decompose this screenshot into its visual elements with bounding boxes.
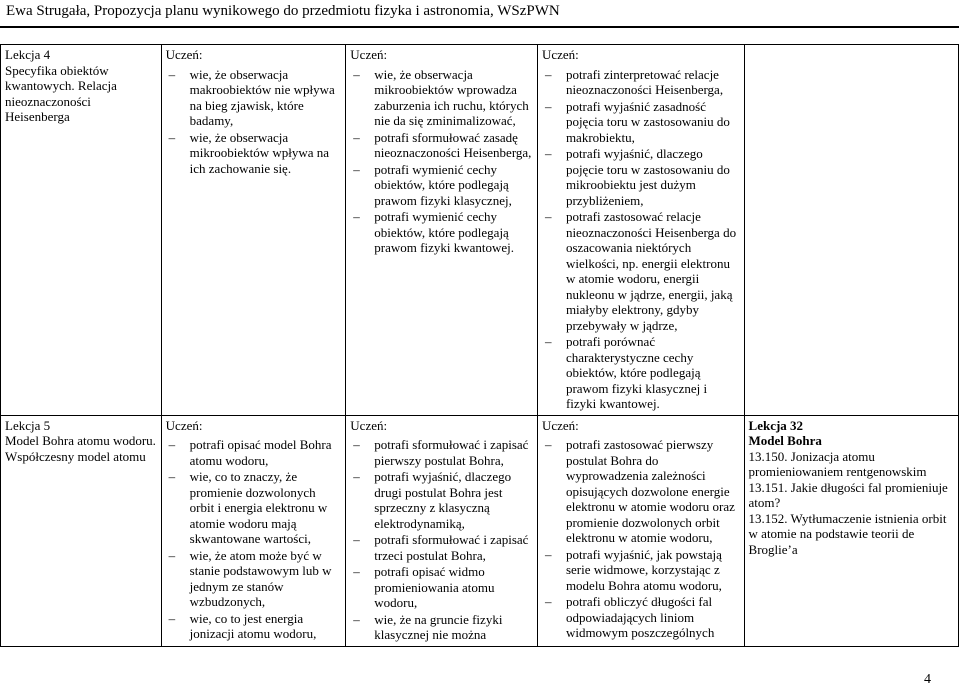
- list-item: – potrafi opisać model Bohra atomu wodoru,: [166, 437, 342, 468]
- list-item: – potrafi zastosować relacje nieoznaczoności Heisenberga do oszacowania niektórych wielkości, np. energii elektronu w atomie wodoru, energii nukleonu w jądrze, energii, jaką miałyby elektrony, gdyby przebywały w jądrze,: [542, 209, 740, 333]
- list-item: – wie, że obserwacja makroobiektów nie wpływa na bieg zjawisk, które badamy,: [166, 67, 342, 129]
- requirements-list: [350, 67, 533, 256]
- list-item: – potrafi opisać widmo promieniowania atomu wodoru,: [350, 564, 533, 611]
- task-line: 13.152. Wytłumaczenie istnienia orbit w atomie na podstawie teorii de Broglie’a: [748, 510, 947, 557]
- student-label: Uczeń:: [350, 417, 388, 433]
- requirements-cell: [537, 415, 744, 646]
- list-item: – potrafi wyjaśnić, jak powstają serie widmowe, korzystając z modelu Bohra atomu wodoru,: [542, 547, 740, 594]
- lesson-plan-table: [0, 44, 959, 647]
- header-title: Ewa Strugała, Propozycja planu wynikowego do przedmiotu fizyka i astronomia, WSzPWN: [6, 3, 560, 19]
- list-item: – potrafi zastosować pierwszy postulat Bohra do wyprowadzenia zależności opisujących dozwolone energie elektronu w atomie wodoru oraz promienie dozwolonych orbit elektronu w atomie wodoru,: [542, 437, 740, 546]
- header-rule: [0, 26, 959, 28]
- table-row: [1, 415, 959, 646]
- student-label: Uczeń:: [165, 417, 203, 433]
- list-item: – wie, co to jest energia jonizacji atomu wodoru,: [166, 611, 342, 642]
- list-item: – potrafi wyjaśnić zasadność pojęcia toru w zastosowaniu do makrobiektu,: [542, 99, 740, 146]
- student-label: Uczeń:: [165, 47, 203, 62]
- task-line: 13.150. Jonizacja atomu promieniowaniem rentgenowskim: [748, 448, 927, 479]
- list-item: – potrafi sformułować i zapisać trzeci postulat Bohra,: [350, 532, 533, 563]
- list-item: – wie, że obserwacja mikroobiektów wprowadza zaburzenia ich ruchu, których nie da się zminimalizować,: [350, 67, 533, 129]
- list-item: – potrafi wymienić cechy obiektów, które podlegają prawom fizyki klasycznej,: [350, 162, 533, 209]
- list-item: – potrafi sformułować i zapisać pierwszy postulat Bohra,: [350, 437, 533, 468]
- student-label: Uczeń:: [541, 417, 579, 433]
- list-item: – potrafi obliczyć długości fal odpowiadających liniom widmowym poszczególnych: [542, 594, 740, 641]
- list-item: – wie, że obserwacja mikroobiektów wpływa na ich zachowanie się.: [166, 130, 342, 177]
- list-item: – potrafi wymienić cechy obiektów, które podlegają prawom fizyki kwantowej.: [350, 209, 533, 256]
- list-item: – potrafi sformułować zasadę nieoznaczoności Heisenberga,: [350, 130, 533, 161]
- student-label: Uczeń:: [541, 47, 579, 62]
- list-item: – potrafi porównać charakterystyczne cechy obiektów, które podlegają prawom fizyki klasycznej i fizyki kwantowej.: [542, 334, 740, 412]
- list-item: – wie, że atom może być w stanie podstawowym lub w jednym ze stanów wzbudzonych,: [166, 548, 342, 610]
- list-item: – wie, co to znaczy, że promienie dozwolonych orbit i energia elektronu w atomie wodoru mają skwantowane wartości,: [166, 469, 342, 547]
- page-header: [6, 0, 560, 22]
- requirements-list: [542, 67, 740, 412]
- requirements-cell: [161, 45, 346, 416]
- lesson-title: Lekcja 4 Specyfika obiektów kwantowych. Relacja nieoznaczoności Heisenberga: [5, 47, 117, 124]
- lesson-title: Lekcja 5 Model Bohra atomu wodoru. Współczesny model atomu: [5, 417, 156, 464]
- list-item: – wie, że na gruncie fizyki klasycznej nie można: [350, 612, 533, 643]
- task-line: 13.151. Jakie długości fal promieniuje atom?: [748, 479, 948, 510]
- requirements-list: [166, 437, 342, 642]
- tasks-cell: [744, 45, 958, 416]
- list-item: – potrafi wyjaśnić, dlaczego pojęcie toru w zastosowaniu do mikroobiektu jest dużym przybliżeniem,: [542, 146, 740, 208]
- requirements-cell: [346, 45, 538, 416]
- requirements-list: [350, 437, 533, 643]
- list-item: – potrafi wyjaśnić, dlaczego drugi postulat Bohra jest sprzeczny z klasyczną elektrodynamiką,: [350, 469, 533, 531]
- requirements-list: [542, 437, 740, 641]
- table-row: [1, 45, 959, 416]
- lesson-cell: [1, 45, 162, 416]
- requirements-list: [166, 67, 342, 177]
- list-item: – potrafi zinterpretować relacje nieoznaczoności Heisenberga,: [542, 67, 740, 98]
- requirements-cell: [537, 45, 744, 416]
- requirements-cell: [161, 415, 346, 646]
- requirements-cell: [346, 415, 538, 646]
- student-label: Uczeń:: [350, 47, 388, 62]
- page-number: 4: [924, 672, 931, 687]
- textbook-lesson-title: Lekcja 32 Model Bohra: [748, 417, 822, 448]
- tasks-cell: [744, 415, 958, 646]
- lesson-cell: [1, 415, 162, 646]
